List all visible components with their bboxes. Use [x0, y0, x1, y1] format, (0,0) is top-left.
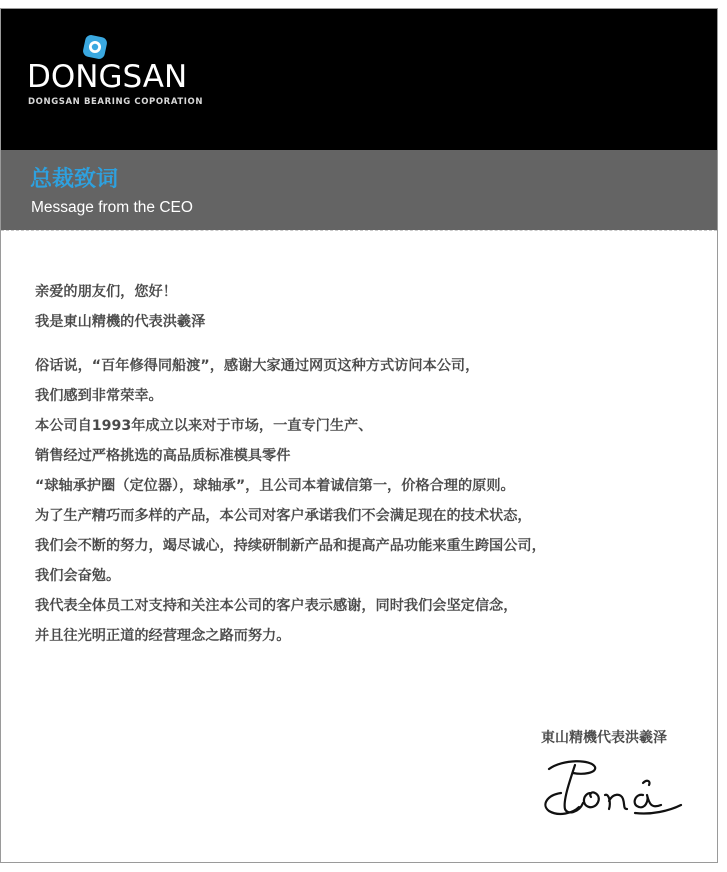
body-line: 本公司自1993年成立以来对于市场，一直专门生产、	[35, 418, 373, 434]
signoff-name: 東山精機代表洪羲泽	[541, 730, 667, 746]
body-line: 俗话说，“百年修得同船渡”，感谢大家通过网页这种方式访问本公司，	[35, 358, 480, 374]
page-title: 总裁致词	[30, 167, 119, 192]
body-line: 我们会奋勉。	[35, 568, 121, 584]
body-line: 销售经过严格挑选的高品质标准模具零件	[35, 448, 291, 464]
signature-image	[539, 753, 689, 821]
brand-logo-text: DONGSAN	[27, 59, 188, 95]
page-frame	[0, 8, 718, 863]
letter-content	[35, 277, 546, 651]
header	[1, 9, 717, 150]
body-line: 我们会不断的努力，竭尽诚心，持续研制新产品和提高产品功能来重生跨国公司，	[35, 538, 546, 554]
page-subtitle: Message from the CEO	[31, 199, 193, 216]
body-line: 并且往光明正道的经营理念之路而努力。	[35, 628, 291, 644]
logo-icon	[81, 33, 109, 61]
dotted-divider	[1, 230, 717, 231]
greeting-line: 我是東山精機的代表洪羲泽	[35, 314, 206, 330]
body-line: 为了生产精巧而多样的产品，本公司对客户承诺我们不会满足现在的技术状态，	[35, 508, 532, 524]
body-line: 我们感到非常荣幸。	[35, 388, 163, 404]
body-line: “球轴承护圈（定位器），球轴承”，且公司本着诚信第一，价格合理的原则。	[35, 478, 515, 494]
paragraph-gap	[35, 337, 546, 351]
brand-tagline: DONGSAN BEARING COPORATION	[28, 97, 204, 107]
greeting-line: 亲爱的朋友们，您好！	[35, 284, 177, 300]
body-line: 我代表全体员工对支持和关注本公司的客户表示感谢，同时我们会坚定信念，	[35, 598, 518, 614]
